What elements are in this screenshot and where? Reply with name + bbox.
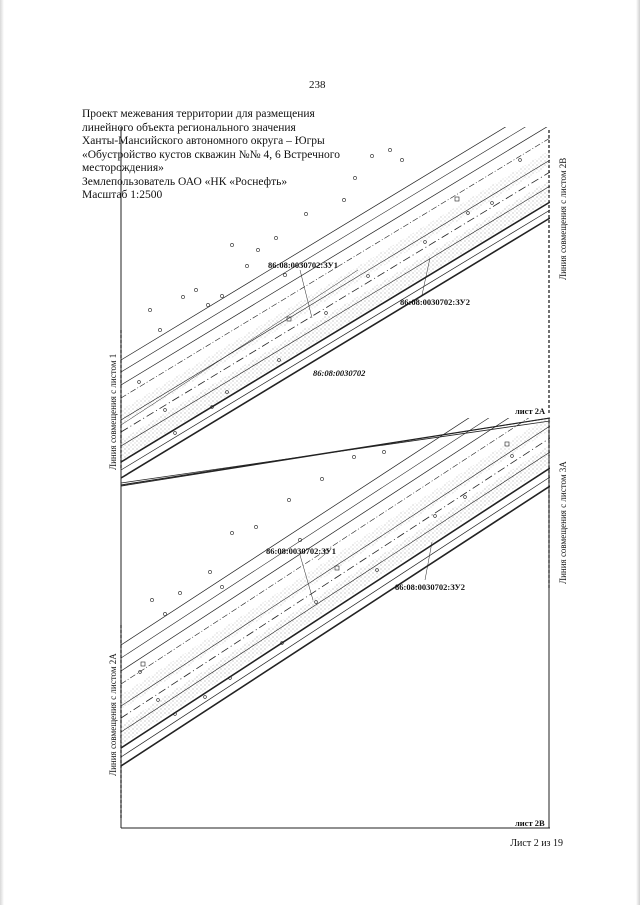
title-line: «Обустройство кустов скважин №№ 4, 6 Встречного <box>82 148 340 161</box>
title-line: месторождения» <box>82 162 164 174</box>
scale-line: Масштаб 1:2500 <box>82 189 163 201</box>
corridor-hatch <box>121 415 550 710</box>
top-sheet-linework <box>121 100 550 478</box>
sheet-label-2v: лист 2В <box>515 818 545 828</box>
corridor-hatch <box>121 180 550 460</box>
match-line-label-left-bottom: Линия совмещения с листом 2А <box>108 653 118 776</box>
corridor-hatch <box>121 150 550 425</box>
corridor-hatch <box>121 445 550 745</box>
sheet-label-2a: лист 2А <box>515 406 546 416</box>
page-number: 238 <box>309 79 326 91</box>
parcel-label-zu2-top: 86:08:0030702:ЗУ2 <box>400 297 471 307</box>
sheet-counter: Лист 2 из 19 <box>510 838 563 849</box>
title-line: Проект межевания территории для размещения <box>82 108 315 120</box>
cadastral-block-label: 86:08:0030702 <box>313 368 366 378</box>
bottom-sheet-linework <box>121 365 550 766</box>
parcel-label-zu1-bottom: 86:08:0030702:ЗУ1 <box>266 546 337 556</box>
title-line: линейного объекта регионального значения <box>82 121 296 134</box>
match-line-label-right-bottom: Линия совмещения с листом 3А <box>558 461 568 584</box>
match-line-label-left-top: Линия совмещения с листом 1 <box>108 353 118 470</box>
title-line: Ханты-Мансийского автономного округа – Югры <box>82 135 325 147</box>
match-line-label-right-top: Линия совмещения с листом 2В <box>558 157 568 280</box>
parcel-label-zu2-bottom: 86:08:0030702:ЗУ2 <box>395 582 466 592</box>
parcel-label-zu1-top: 86:08:0030702:ЗУ1 <box>268 260 339 270</box>
land-user-line: Землепользователь ОАО «НК «Роснефть» <box>82 175 288 188</box>
